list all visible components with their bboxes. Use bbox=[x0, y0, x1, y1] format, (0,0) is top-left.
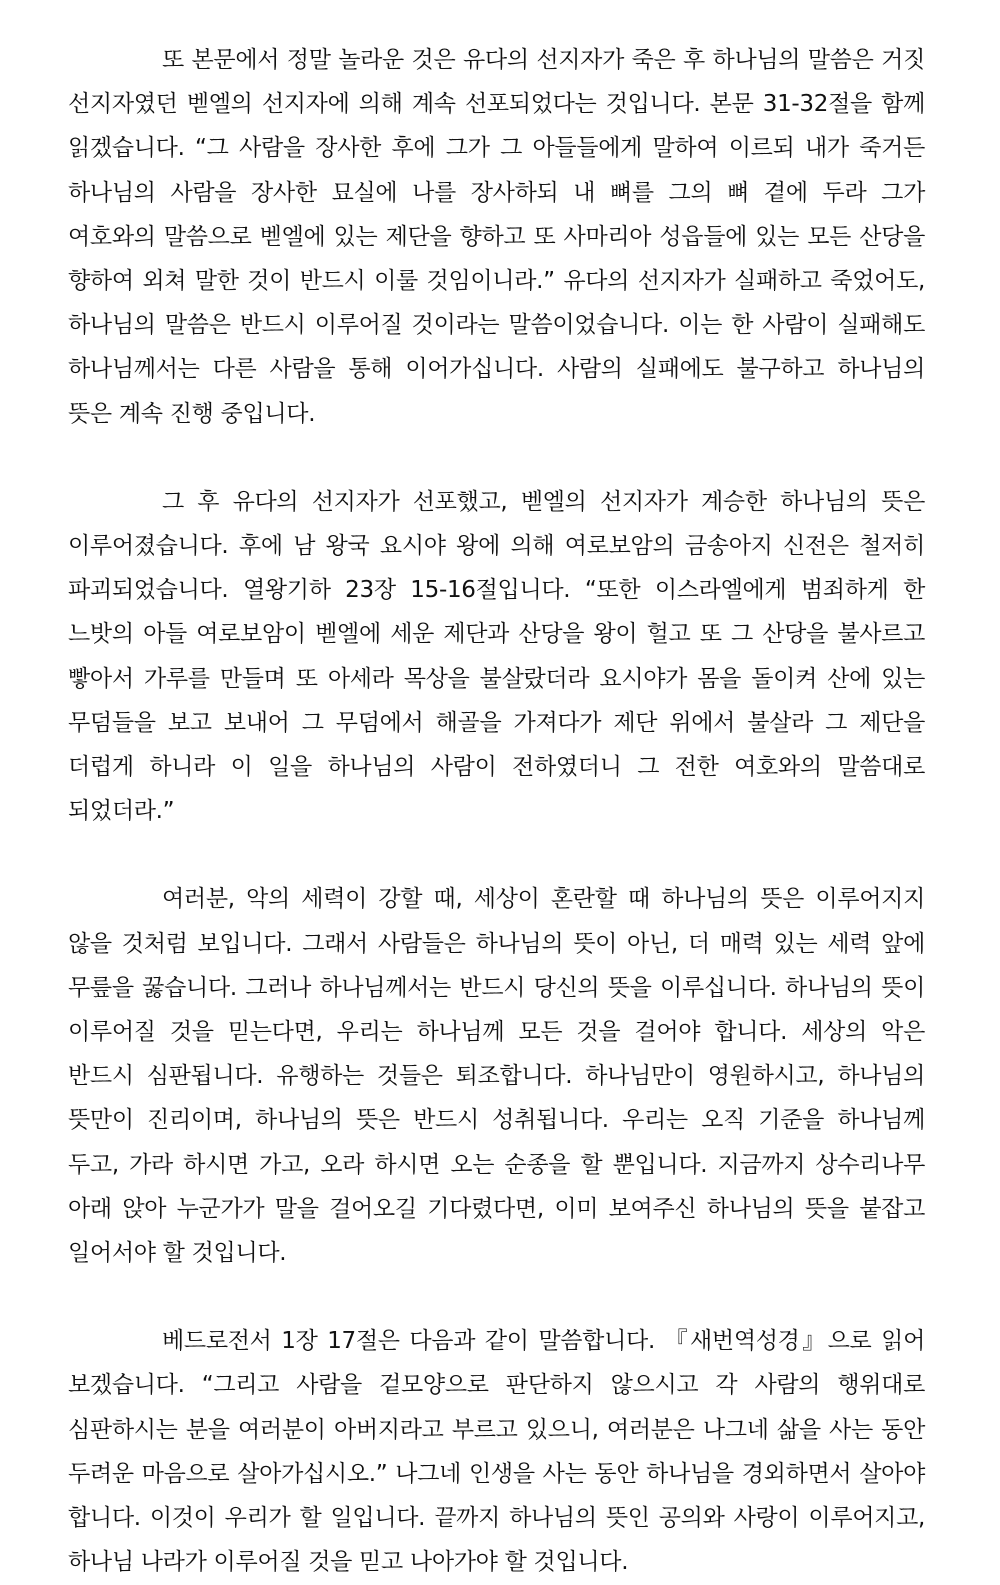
paragraph-4: 베드로전서 1장 17절은 다음과 같이 말씀합니다. 『새번역성경』으로 읽어 보겠습니다. “그리고 사람을 겉모양으로 판단하지 않으시고 각 사람의 행위대로 심판하시는 분을 여러분이 아버지라고 부르고 있으니, 여러분은 나그네 삶을 사는 동안 두려운 마음으로 살아가십시오.” 나그네 인생을 사는 동안 하나님을 경외하면서 살아야 합니다. 이것이 우리가 할 일입니다. 끝까지 하나님의 뜻인 공의와 사랑이 이루어지고, 하나님 나라가 이루어질 것을 믿고 나아가야 할 것입니다. bbox=[68, 1328, 925, 1576]
paragraph-3: 여러분, 악의 세력이 강할 때, 세상이 혼란할 때 하나님의 뜻은 이루어지지 않을 것처럼 보입니다. 그래서 사람들은 하나님의 뜻이 아닌, 더 매력 있는 세력 앞에 무릎을 꿇습니다. 그러나 하나님께서는 반드시 당신의 뜻을 이루십니다. 하나님의 뜻이 이루어질 것을 믿는다면, 우리는 하나님께 모든 것을 걸어야 합니다. 세상의 악은 반드시 심판됩니다. 유행하는 것들은 퇴조합니다. 하나님만이 영원하시고, 하나님의 뜻만이 진리이며, 하나님의 뜻은 반드시 성취됩니다. 우리는 오직 기준을 하나님께 두고, 가라 하시면 가고, 오라 하시면 오는 순종을 할 뿐입니다. 지금까지 상수리나무 아래 앉아 누군가가 말을 걸어오길 기다렸다면, 이미 보여주신 하나님의 뜻을 붙잡고 일어서야 할 것입니다. bbox=[68, 886, 925, 1267]
paragraph-2: 그 후 유다의 선지자가 선포했고, 벧엘의 선지자가 계승한 하나님의 뜻은 이루어졌습니다. 후에 남 왕국 요시야 왕에 의해 여로보암의 금송아지 신전은 철저히 파괴되었습니다. 열왕기하 23장 15-16절입니다. “또한 이스라엘에게 범죄하게 한 느밧의 아들 여로보암이 벧엘에 세운 제단과 산당을 왕이 헐고 또 그 산당을 불사르고 빻아서 가루를 만들며 또 아세라 목상을 불살랐더라 요시야가 몸을 돌이켜 산에 있는 무덤들을 보고 보내어 그 무덤에서 해골을 가져다가 제단 위에서 불살라 그 제단을 더럽게 하니라 이 일을 하나님의 사람이 전하였더니 그 전한 여호와의 말씀대로 되었더라.” bbox=[68, 488, 925, 825]
paragraph-1: 또 본문에서 정말 놀라운 것은 유다의 선지자가 죽은 후 하나님의 말씀은 거짓 선지자였던 벧엘의 선지자에 의해 계속 선포되었다는 것입니다. 본문 31-32절을 함께 읽겠습니다. “그 사람을 장사한 후에 그가 그 아들들에게 말하여 이르되 내가 죽거든 하나님의 사람을 장사한 묘실에 나를 장사하되 내 뼈를 그의 뼈 곁에 두라 그가 여호와의 말씀으로 벧엘에 있는 제단을 향하고 또 사마리아 성읍들에 있는 모든 산당을 향하여 외쳐 말한 것이 반드시 이룰 것임이니라.” 유다의 선지자가 실패하고 죽었어도, 하나님의 말씀은 반드시 이루어질 것이라는 말씀이었습니다. 이는 한 사람이 실패해도 하나님께서는 다른 사람을 통해 이어가십니다. 사람의 실패에도 불구하고 하나님의 뜻은 계속 진행 중입니다. bbox=[68, 47, 925, 427]
